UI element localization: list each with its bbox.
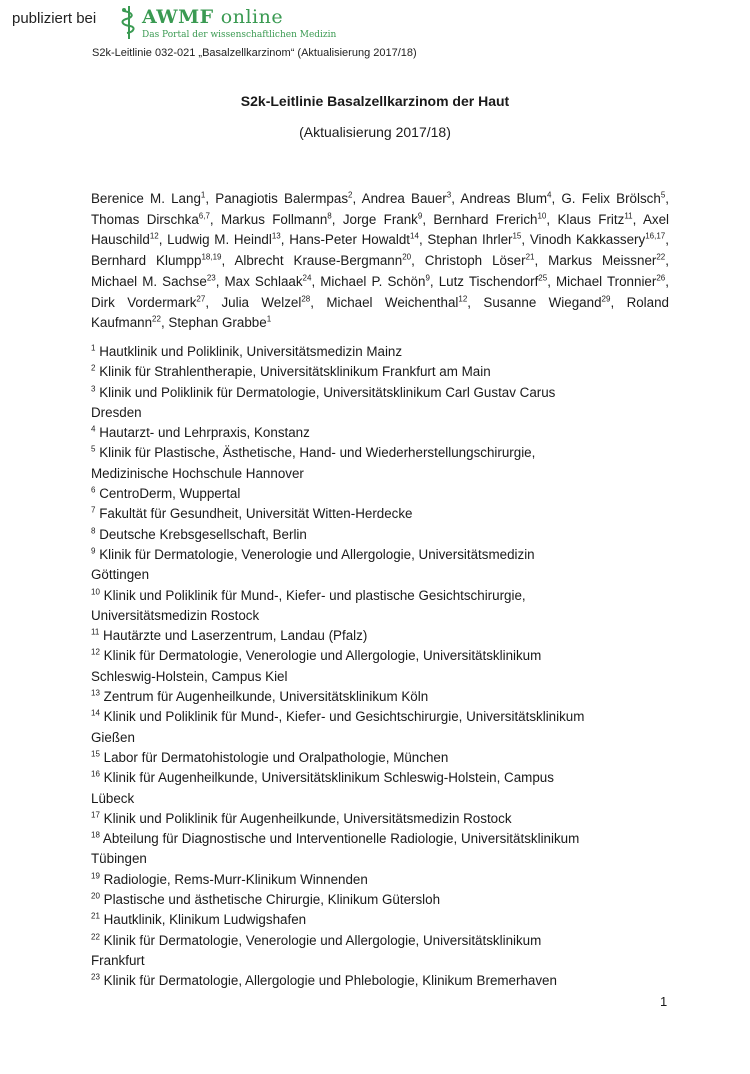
author-name: Roland Kaufmann xyxy=(91,294,669,331)
affiliation-text: Klinik für Dermatologie, Allergologie und Phlebologie, Klinikum Bremerhaven xyxy=(103,973,557,989)
author-name: Albrecht Krause-Bergmann xyxy=(234,253,403,269)
author-name: Michael Tronnier xyxy=(556,273,657,289)
author-name: Lutz Tischendorf xyxy=(438,273,539,289)
page-title: S2k-Leitlinie Basalzellkarzinom der Haut xyxy=(240,93,510,109)
affiliation-number: 11 xyxy=(91,627,100,637)
author-name: Andrea Bauer xyxy=(361,191,447,206)
author-affiliation-ref: 13 xyxy=(271,231,281,241)
author xyxy=(362,191,452,206)
author-affiliation-ref: 15 xyxy=(512,231,522,241)
affiliation-continuation: Frankfurt xyxy=(91,952,145,968)
affiliation-item xyxy=(91,687,671,707)
affiliation-item xyxy=(91,646,671,666)
author xyxy=(167,232,281,247)
affiliation-text: Hautarzt- und Lehrpraxis, Konstanz xyxy=(99,425,310,441)
affiliation-item xyxy=(91,910,671,930)
awmf-logo[interactable] xyxy=(118,2,337,42)
affiliation-number: 13 xyxy=(91,688,100,698)
affiliation-number: 14 xyxy=(91,708,100,718)
author-name: Max Schlaak xyxy=(224,273,303,289)
affiliation-list xyxy=(91,342,671,992)
affiliation-item xyxy=(91,342,671,362)
author-affiliation-ref: 8 xyxy=(327,211,332,221)
author-name: Bernhard Frerich xyxy=(433,211,538,227)
affiliation-number: 23 xyxy=(91,972,100,982)
author-affiliation-ref: 1 xyxy=(266,314,272,324)
author-name: G. Felix Brölsch xyxy=(561,191,661,206)
affiliation-number: 7 xyxy=(91,505,96,515)
author xyxy=(168,315,271,330)
aesculapian-staff-icon xyxy=(118,4,140,40)
affiliation-text: Klinik für Dermatologie, Venerologie und Allergologie, Universitätsklinikum xyxy=(103,648,542,664)
author xyxy=(557,212,632,227)
affiliation-text: Fakultät für Gesundheit, Universität Witten-Herdecke xyxy=(99,506,413,522)
affiliation-number: 17 xyxy=(91,810,100,820)
page-number: 1 xyxy=(660,994,668,1009)
affiliation-item xyxy=(91,443,671,463)
author xyxy=(548,253,665,268)
author-affiliation-ref: 2 xyxy=(348,190,353,200)
affiliation-text: Klinik und Poliklinik für Augenheilkunde, Universitätsmedizin Rostock xyxy=(103,810,512,826)
author-name: Christoph Löser xyxy=(424,253,526,269)
affiliation-text: Klinik für Dermatologie, Venerologie und Allergologie, Universitätsklinikum xyxy=(103,932,542,948)
author xyxy=(91,295,205,310)
author-affiliation-ref: 14 xyxy=(410,231,419,241)
affiliation-text: Klinik für Strahlentherapie, Universitätsklinikum Frankfurt am Main xyxy=(99,364,491,380)
author xyxy=(91,191,205,206)
affiliation-number: 10 xyxy=(91,587,100,597)
author xyxy=(556,274,665,289)
author-affiliation-ref: 16,17 xyxy=(645,231,666,241)
author xyxy=(427,232,521,247)
author xyxy=(561,191,665,206)
author-name: Panagiotis Balermpas xyxy=(215,191,349,206)
affiliation-text: Klinik für Dermatologie, Venerologie und Allergologie, Universitätsmedizin xyxy=(99,546,535,562)
author-name: Julia Welzel xyxy=(221,294,302,310)
author-affiliation-ref: 1 xyxy=(200,190,206,200)
author-affiliation-ref: 3 xyxy=(446,190,452,200)
affiliation-item xyxy=(91,545,671,565)
author-affiliation-ref: 23 xyxy=(206,273,216,283)
affiliation-number: 22 xyxy=(91,932,100,942)
affiliation-item xyxy=(91,707,671,727)
author-affiliation-ref: 9 xyxy=(425,273,430,283)
author xyxy=(320,274,430,289)
affiliation-item xyxy=(91,809,671,829)
affiliation-text: Plastische und ästhetische Chirurgie, Klinikum Gütersloh xyxy=(103,892,441,908)
affiliation-number: 4 xyxy=(91,424,96,434)
guideline-reference: S2k-Leitlinie 032-021 „Basalzellkarzinom“ (Aktualisierung 2017/18) xyxy=(92,47,417,59)
author-affiliation-ref: 22 xyxy=(656,252,666,262)
published-label: publiziert bei xyxy=(12,10,97,27)
affiliation-number: 20 xyxy=(91,891,100,901)
author-affiliation-ref: 12 xyxy=(458,294,468,304)
author xyxy=(425,253,535,268)
author xyxy=(289,232,419,247)
affiliation-number: 19 xyxy=(91,871,100,881)
affiliation-text: Zentrum für Augenheilkunde, Universitätsklinikum Köln xyxy=(103,689,429,705)
affiliation-text: Klinik und Poliklinik für Dermatologie, Universitätsklinikum Carl Gustav Carus xyxy=(99,384,556,400)
affiliation-number: 2 xyxy=(91,363,96,373)
affiliation-text: Radiologie, Rems-Murr-Klinikum Winnenden xyxy=(103,871,368,887)
affiliation-continuation: Göttingen xyxy=(91,567,150,583)
author-affiliation-ref: 6,7 xyxy=(198,211,210,221)
logo-name: AWMF xyxy=(142,6,214,28)
affiliation-text: Deutsche Krebsgesellschaft, Berlin xyxy=(99,526,307,542)
author xyxy=(215,191,352,206)
affiliation-number: 12 xyxy=(91,647,100,657)
author-name: Jorge Frank xyxy=(342,211,418,227)
author-name: Dirk Vordermark xyxy=(91,294,197,310)
author-name: Michael Weichenthal xyxy=(326,294,459,310)
author xyxy=(91,253,221,268)
author-name: Hans-Peter Howaldt xyxy=(289,232,411,248)
logo-wordmark xyxy=(142,6,283,28)
logo-online: online xyxy=(220,6,284,28)
author-name: Bernhard Klumpp xyxy=(91,253,202,269)
affiliation-item xyxy=(91,870,671,890)
author-affiliation-ref: 18,19 xyxy=(201,252,222,262)
affiliation-text: Klinik und Poliklinik für Mund-, Kiefer- und Gesichtschirurgie, Universitätsklinikum xyxy=(103,709,585,725)
affiliation-continuation: Tübingen xyxy=(91,851,147,867)
author-list: Berenice M. Lang$^1$, Panagiotis Balermpas$^2$, Andrea Bauer$^3$, Andreas Blum$^4$, G. Felix Brölsch$^5$, Thomas Dirschka$^{6,7}$, Markus Follmann$^8$, Jorge Frank$^9$, Bernhard Frerich$^{10}$, Klaus Fritz$^{11}$, Axel Hauschild$^{12}$, Ludwig M. Heindl$^{13}$, Hans-Peter Howaldt$^{14}$, Stephan Ihrler$^{15}$, Vinodh Kakkassery$^{16,17}$, Bernhard Klumpp$^{18,19}$, Albrecht Krause-Bergmann$^{20}$, Christoph Löser$^{21}$, Markus Meissner$^{22}$, Michael M. Sachse$^{23}$, Max Schlaak$^{24}$, Michael P. Schön$^9$, Lutz Tischendorf$^{25}$, Michael Tronnier$^{26}$, Dirk Vordermark$^{27}$, Julia Welzel$^{28}$, Michael Weichenthal$^{12}$, Susanne Wiegand$^{29}$, Roland Kaufmann$^{22}$, Stephan Grabbe$^1$ xyxy=(91,190,669,331)
affiliation-continuation: Schleswig-Holstein, Campus Kiel xyxy=(91,668,288,684)
affiliation-continuation: Dresden xyxy=(91,404,142,420)
author-affiliation-ref: 22 xyxy=(152,314,161,324)
affiliation-item xyxy=(91,484,671,504)
author-affiliation-ref: 27 xyxy=(196,294,206,304)
author xyxy=(221,295,310,310)
author-affiliation-ref: 5 xyxy=(660,190,666,200)
affiliation-continuation: Medizinische Hochschule Hannover xyxy=(91,465,304,481)
author-affiliation-ref: 9 xyxy=(417,211,423,221)
affiliation-number: 15 xyxy=(91,749,100,759)
author-name: Klaus Fritz xyxy=(557,211,625,227)
affiliation-text: Klinik für Augenheilkunde, Universitätsklinikum Schleswig-Holstein, Campus xyxy=(103,770,554,786)
affiliation-number: 1 xyxy=(91,343,96,353)
author-affiliation-ref: 21 xyxy=(525,252,535,262)
author xyxy=(343,212,423,227)
author-name: Ludwig M. Heindl xyxy=(167,232,272,248)
affiliation-text: Labor für Dermatohistologie und Oralpathologie, München xyxy=(103,749,449,765)
author-name: Stephan Ihrler xyxy=(427,232,513,248)
affiliation-item xyxy=(91,829,671,849)
author xyxy=(91,212,210,227)
author-name: Vinodh Kakkassery xyxy=(529,232,646,248)
affiliation-text: Klinik für Plastische, Ästhetische, Hand- und Wiederherstellungschirurgie, xyxy=(99,445,536,461)
affiliation-text: Abteilung für Diagnostische und Interventionelle Radiologie, Universitätsklinikum xyxy=(102,831,580,847)
affiliation-number: 5 xyxy=(91,445,96,455)
logo-tagline: Das Portal der wissenschaftlichen Medizin xyxy=(142,30,337,40)
affiliation-continuation: Gießen xyxy=(91,729,135,745)
author xyxy=(439,274,548,289)
affiliation-item xyxy=(91,525,671,545)
author-name: Michael P. Schön xyxy=(320,273,426,289)
author xyxy=(530,232,665,247)
affiliation-item xyxy=(91,971,671,991)
author-name: Axel Hauschild xyxy=(91,211,669,248)
author-name: Berenice M. Lang xyxy=(91,191,201,206)
author xyxy=(433,212,546,227)
affiliation-number: 6 xyxy=(91,485,96,495)
affiliation-text: Klinik und Poliklinik für Mund-, Kiefer- und plastische Gesichtschirurgie, xyxy=(103,587,526,603)
affiliation-item xyxy=(91,423,671,443)
affiliation-item xyxy=(91,748,671,768)
affiliation-item xyxy=(91,383,671,403)
affiliation-number: 21 xyxy=(91,911,100,921)
affiliation-item xyxy=(91,626,671,646)
affiliation-text: CentroDerm, Wuppertal xyxy=(99,486,241,502)
affiliation-continuation: Universitätsmedizin Rostock xyxy=(91,607,260,623)
author-affiliation-ref: 20 xyxy=(402,252,412,262)
author xyxy=(483,295,610,310)
author-affiliation-ref: 24 xyxy=(302,273,312,283)
affiliation-text: Hautärzte und Laserzentrum, Landau (Pfalz) xyxy=(103,628,368,644)
author-affiliation-ref: 26 xyxy=(656,273,666,283)
affiliation-item xyxy=(91,586,671,606)
author-name: Markus Follmann xyxy=(220,211,328,227)
affiliation-text: Hautklinik und Poliklinik, Universitätsmedizin Mainz xyxy=(99,344,403,359)
author-name: Stephan Grabbe xyxy=(168,315,267,331)
affiliation-number: 18 xyxy=(91,830,100,840)
author-name: Thomas Dirschka xyxy=(91,211,199,227)
affiliation-number: 8 xyxy=(91,526,96,536)
author xyxy=(225,274,312,289)
author-affiliation-ref: 29 xyxy=(601,294,611,304)
author-name: Susanne Wiegand xyxy=(483,294,602,310)
affiliation-item xyxy=(91,768,671,788)
author-affiliation-ref: 12 xyxy=(149,231,159,241)
author-name: Andreas Blum xyxy=(460,191,547,206)
author-name: Michael M. Sachse xyxy=(91,273,207,289)
affiliation-number: 16 xyxy=(91,769,100,779)
affiliation-continuation: Lübeck xyxy=(91,790,135,806)
author-affiliation-ref: 4 xyxy=(546,190,552,200)
affiliation-number: 3 xyxy=(91,384,96,394)
author-affiliation-ref: 25 xyxy=(538,273,548,283)
page-subtitle: (Aktualisierung 2017/18) xyxy=(299,124,451,140)
affiliation-number: 9 xyxy=(91,546,96,556)
author xyxy=(221,212,332,227)
affiliation-item xyxy=(91,504,671,524)
author-affiliation-ref: 10 xyxy=(537,211,547,221)
author-affiliation-ref: 11 xyxy=(624,211,633,221)
affiliation-item xyxy=(91,931,671,951)
author xyxy=(234,253,411,268)
author-name: Markus Meissner xyxy=(548,253,657,269)
affiliation-item xyxy=(91,362,671,382)
author xyxy=(326,295,467,310)
author-affiliation-ref: 28 xyxy=(301,294,311,304)
affiliation-text: Hautklinik, Klinikum Ludwigshafen xyxy=(103,912,307,928)
author xyxy=(460,191,551,206)
author xyxy=(91,274,216,289)
affiliation-item xyxy=(91,890,671,910)
